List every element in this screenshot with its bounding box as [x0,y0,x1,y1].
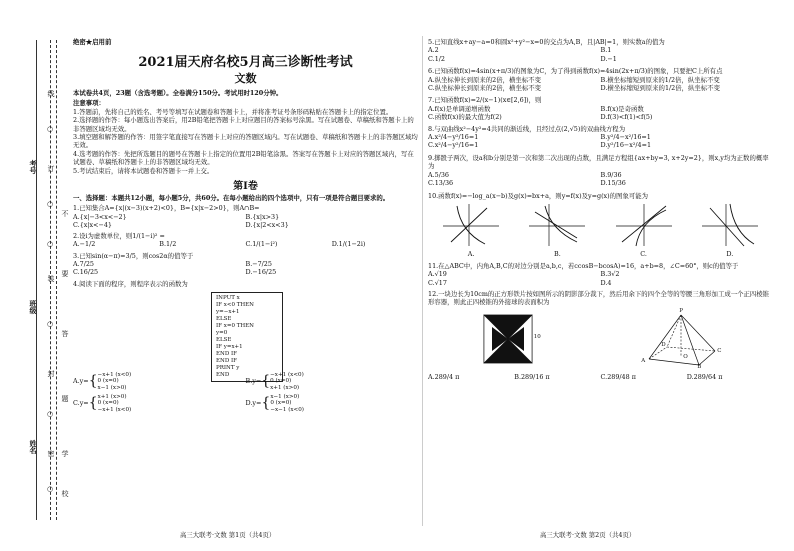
options [73,260,418,277]
margin-label-mi: 密 [47,450,55,457]
margin-rule [36,40,37,520]
section-instruction: 一、选择题：本题共12小题，每小题5分，共60分。在每小题给出的四个选项中，只有一项是符合题目要求的。 [73,194,390,203]
options [428,171,773,188]
graph-option-d [700,202,760,259]
question-stem: 6.已知函数f(x)=4sin(x+π/3)的图象为C，为了得到函数f(x)=4sin(2x+π/3)的图象，只要把C上所有点 [428,67,723,76]
program-line: IF x<0 THEN [216,301,254,308]
margin-circle: ○ [46,485,54,493]
question-stem: 2.设i为虚数单位，则1/(1−i)² = [73,231,165,240]
question-10 [428,192,773,259]
option-label: B. [554,250,561,259]
question-2 [73,232,418,249]
pyramid-icon [639,311,723,369]
option: A.2 [428,46,439,55]
vertex-label: C [717,347,722,354]
pyramid-figure [639,307,723,371]
exam-title: 2021届天府名校5月高三诊断性考试 [138,55,353,70]
case: −x+1 (x<0) [270,371,304,378]
option: A.7/25 [73,259,94,268]
question-stem: 3.已知sin(α−π)=3/5，则cos2α的值等于 [73,251,194,260]
option: B.289/16 π [514,373,550,382]
question-4 [73,280,418,420]
option: A.5/36 [428,170,449,179]
program-line: y=0 [216,329,228,336]
option: B.1/2 [159,240,177,249]
footer-right: 高三大联考·文数 第2页（共4页） [540,531,636,539]
option: A.√19 [428,270,447,279]
option: C.纵坐标伸长到原来的2倍，横坐标不变 [428,84,542,93]
option: D.15/36 [600,179,626,188]
option: A.纵坐标伸长到原来的2倍，横坐标不变 [428,75,541,84]
option: C.{x|x<−4} [73,221,112,230]
option: D.1/(1−2i) [331,240,366,249]
question-12 [428,290,773,382]
graph-option-a [441,202,501,259]
program-line: IF y=x+1 [216,343,243,350]
option: C.289/48 π [600,373,636,382]
program-box [211,292,283,382]
option-a: A.y= { −x+1 (x<0) 0 (x=0) x−1 (x>0) [73,371,132,391]
options [73,240,418,248]
question-stem: 4.阅读下面的程序，则程序表示的函数为 [73,279,188,288]
program-line: INPUT x [216,294,240,301]
option-label: D. [726,250,734,259]
program-line: END [216,371,230,378]
program-line: ELSE [216,315,232,322]
question-3 [73,252,418,277]
option-d: D.y= { x−1 (x>0) 0 (x=0) −x−1 (x<0) [245,393,304,413]
program-line: y=−x+1 [216,308,240,315]
field-kaohao: 考号 [29,160,38,174]
margin-word: 题 [61,395,69,402]
options [428,133,773,150]
option-label: A.y= [73,377,89,386]
case: x−1 (x>0) [97,384,127,391]
section-title: 第Ⅰ卷 [233,181,258,193]
option-c: C.y= { x+1 (x>0) 0 (x=0) −x+1 (x<0) [73,393,132,413]
question-stem: 1.已知集合A={x|(x−3)(x+2)<0}，B={x|x−2>0}，则A∩B= [73,204,260,213]
question-9 [428,154,773,188]
question-stem: 10.函数f(x)=−log_a(x−b)及g(x)=bx+a，则y=f(x)及y=g(x)的图象可能为 [428,191,649,200]
case: 0 (x=0) [270,378,292,385]
vertex-label: A [641,357,646,364]
option: D.y²/16−x²/4=1 [600,141,652,150]
case: x+1 (x>0) [270,384,300,391]
question-7 [428,96,773,121]
option: B.9/36 [600,170,622,179]
program-line: IF x=0 THEN [216,322,254,329]
margin-label-feng: 封 [47,370,55,377]
footer-left: 高三大联考·文数 第1页（共4页） [180,531,276,539]
option-label: C. [640,250,647,259]
note-item: 3.填空题和解答题的作答：用签字笔直接写在答题卡上对应的答题区域内。写在试题卷、草稿纸和答题卡上的非答题区域均无效。 [73,133,418,150]
question-1 [73,204,418,229]
option: C.13/36 [428,179,454,188]
option: B.−7/25 [245,259,272,268]
option: C.函数f(x)的最大值为f(2) [428,113,502,122]
margin-circle: ○ [46,410,54,418]
margin-label-ding: 订 [47,165,55,172]
option: D.−16/25 [245,268,277,277]
margin-word: 校 [61,490,69,497]
margin-word: 答 [61,330,69,337]
vertex-label: B [697,363,702,370]
option: D.289/64 π [686,373,723,382]
field-xingming: 姓名 [29,440,38,454]
option: A.x²/4−y²/16=1 [428,133,479,142]
square-cut-icon [478,311,540,367]
question-5 [428,38,773,63]
page-one [73,38,418,420]
question-stem: 8.与双曲线x²−4y²=4共同的渐近线，且经过点(2,√5)的双曲线方程为 [428,124,626,133]
option: A.−1/2 [73,240,96,249]
option: B.f(x)是奇函数 [600,104,644,113]
graph-b-icon [527,202,587,248]
margin-word: 不 [61,210,69,217]
program-line: END IF [216,357,237,364]
note-item: 2.选择题的作答：每小题选出答案后，用2B铅笔把答题卡上对应题目的答案标号涂黑。写在试题卷、草稿纸和答题卡上的非答题区域均无效。 [73,116,414,133]
graph-option-c [614,202,674,259]
option: D.f(3)<f(1)<f(5) [600,113,653,122]
margin-word: 要 [61,270,69,277]
case: 0 (x=0) [97,400,119,407]
case: 0 (x=0) [97,378,119,385]
graph-option-b [527,202,587,259]
options [428,270,773,287]
case: −x+1 (x<0) [97,406,132,413]
q12-figures [428,307,773,371]
note-item: 1.答题前，先将自己的姓名、考号等填写在试题卷和答题卡上，并将准考证号条形码粘贴在答题卡上的指定位置。 [73,107,393,116]
notes-heading: 注意事项： [73,99,105,108]
option: C.√17 [428,278,447,287]
question-stem: 12.一块边长为10cm的正方形铁片按如图所示的阴影部分裁下，然后用余下的四个全等的等腰三角形加工成一个正四棱锥形容器，则此正四棱锥的外接球的表面积为 [428,289,770,307]
vertex-label: D [661,341,666,348]
question-stem: 11.在△ABC中，内角A,B,C的对边分别是a,b,c，若ccosB−bcosA)=16，a+b=8，∠C=60°，则c的值等于 [428,261,739,270]
option-label: B.y= [245,377,262,386]
cut-line-inner [56,40,57,520]
options [428,76,773,93]
options [428,373,773,381]
question-8 [428,125,773,150]
exam-subject: 文数 [234,72,257,85]
graph-options [428,202,773,259]
margin-circle: ○ [46,240,54,248]
note-item: 4.选考题的作答：先把所选题目的题号在答题卡上指定的位置用2B铅笔涂黑。答案写在答题卡上对应的答题区域内，写在试题卷、草稿纸和答题卡上的非答题区域均无效。 [73,149,414,167]
case: −x+1 (x<0) [97,371,132,378]
option: A.289/4 π [428,373,460,382]
binding-margin [0,0,68,551]
case: x−1 (x>0) [270,393,300,400]
option: C.1/(1−i²) [245,240,278,249]
option: C.16/25 [73,268,99,277]
option-label: A. [467,250,475,259]
case: −x−1 (x<0) [270,406,304,413]
graph-a-icon [441,202,501,248]
option: C.x²/4−y²/16=1 [428,141,479,150]
option: D.4 [600,278,612,287]
option: B.{x|x>3} [245,212,280,221]
option: B.横坐标缩短到原来的1/2倍，纵坐标不变 [600,75,720,84]
options [428,46,773,63]
page-divider [422,36,423,526]
apex-label: P [679,307,683,314]
margin-word: 学 [61,450,69,457]
option: C.1/2 [428,54,445,63]
case: 0 (x=0) [270,400,292,407]
square-figure [478,311,540,371]
margin-circle: ○ [46,320,54,328]
secret-mark: 绝密★启用前 [73,38,112,46]
option: B.y²/4−x²/16=1 [600,133,651,142]
margin-label-xian: 线 [47,90,55,97]
option: A.f(x)是单调递增函数 [428,104,491,113]
question-11 [428,262,773,287]
field-banji: 班级 [29,300,38,314]
exam-info: 本试卷共4页，23题（含选考题）。全卷满分150分。考试用时120分钟。 [73,89,283,97]
option-b: B.y= { −x+1 (x<0) 0 (x=0) x+1 (x>0) [245,371,304,391]
program-line: END IF [216,350,237,357]
option-label: D.y= [245,399,262,408]
program-line: PRINT y [216,364,240,371]
question-stem: 5.已知直线x+ay−a=0和圆x²+y²−x=0的交点为A,B，且|AB|=1，则实数a的值为 [428,38,665,46]
graph-d-icon [700,202,760,248]
case: x+1 (x>0) [97,393,127,400]
options [73,213,418,230]
note-item: 5.考试结束后，请将本试题卷和答题卡一并上交。 [73,166,214,175]
page-two [428,38,773,382]
option: B.1 [600,46,612,55]
q4-options [73,372,418,414]
question-stem: 7.已知函数f(x)=2/(x−1)(x∈[2,6])，则 [428,96,542,105]
option: B.3√2 [600,270,620,279]
option: D.横坐标缩短到原来的1/2倍，纵坐标不变 [600,84,720,93]
margin-circle: ○ [46,125,54,133]
side-label: 10 [533,333,541,340]
question-stem: 9.掷骰子两次，设a和b分别是第一次和第二次出现的点数，且满足方程组{ax+by=3, x+2y=2}，则x,y均为正数的概率为 [428,153,769,171]
program-line: ELSE [216,336,232,343]
margin-label-zhuang: 装 [47,275,55,282]
options [428,105,773,122]
center-label: O [683,353,688,360]
margin-circle: ○ [46,200,54,208]
option: D.{x|2<x<3} [245,221,289,230]
question-6 [428,67,773,92]
option: D.−1 [600,54,617,63]
option-label: C.y= [73,399,89,408]
option: A.{x|−3<x<−2} [73,212,127,221]
graph-c-icon [614,202,674,248]
